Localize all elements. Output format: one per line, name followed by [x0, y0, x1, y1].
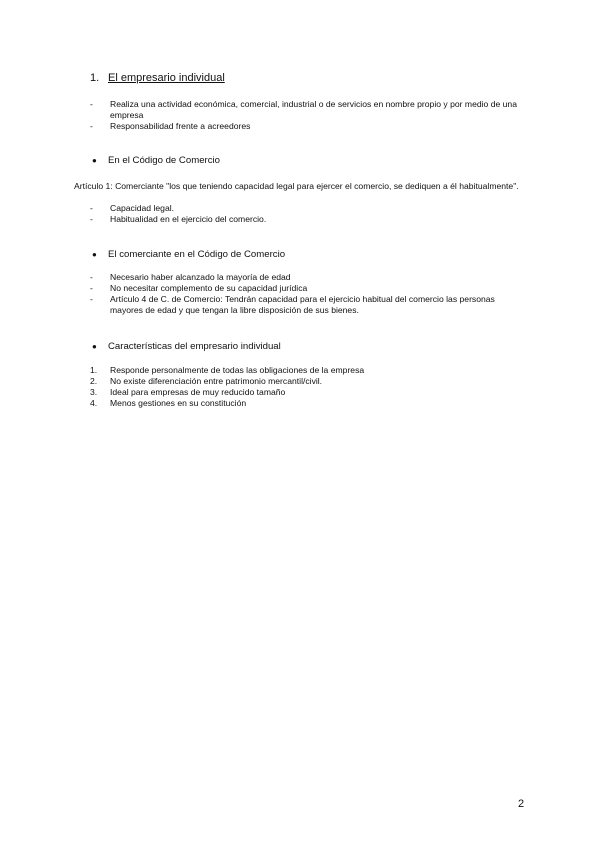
list-item: 1. Responde personalmente de todas las obligaciones de la empresa [90, 365, 365, 375]
section4-numbered-list [90, 365, 530, 409]
list-item: - Capacidad legal. [90, 203, 175, 213]
list-item: 4. Menos gestiones en su constitución [90, 398, 247, 408]
bullet-heading-comerciante: ● El comerciante en el Código de Comercio [92, 249, 286, 260]
bullet-icon: ● [92, 250, 97, 259]
list-item: - Necesario haber alcanzado la mayoría de edad [90, 272, 291, 282]
section-heading-empresario-individual [90, 72, 225, 84]
list-item: - Habitualidad en el ejercicio del comercio. [90, 214, 267, 224]
list-item: - No necesitar complemento de su capacidad jurídica [90, 283, 308, 293]
list-item: - Artículo 4 de C. de Comercio: Tendrán capacidad para el ejercicio habitual del comercio las personas mayores de edad y que tengan la libre disposición de sus bienes. [90, 294, 495, 315]
section1-list [90, 99, 530, 132]
heading-title: El empresario individual [108, 72, 225, 84]
bullet-icon: ● [92, 156, 97, 165]
list-item: 3. Ideal para empresas de muy reducido tamaño [90, 387, 286, 397]
list-item: - Responsabilidad frente a acreedores [90, 121, 251, 131]
section2-list [90, 203, 530, 225]
heading-number: 1. [90, 72, 100, 84]
bullet-heading-codigo-comercio: ● En el Código de Comercio [92, 155, 220, 166]
article-1-paragraph: Artículo 1: Comerciante "los que teniendo capacidad legal para ejercer el comercio, se dediquen a él habitualmente". [74, 181, 519, 191]
list-item: 2. No existe diferenciación entre patrimonio mercantil/civil. [90, 376, 323, 386]
page-number: 2 [518, 798, 525, 810]
list-item: - Realiza una actividad económica, comercial, industrial o de servicios en nombre propio y por medio de una empresa [90, 99, 517, 120]
bullet-icon: ● [92, 342, 97, 351]
bullet-heading-caracteristicas: ● Características del empresario individual [92, 341, 281, 352]
section3-list [90, 272, 530, 316]
